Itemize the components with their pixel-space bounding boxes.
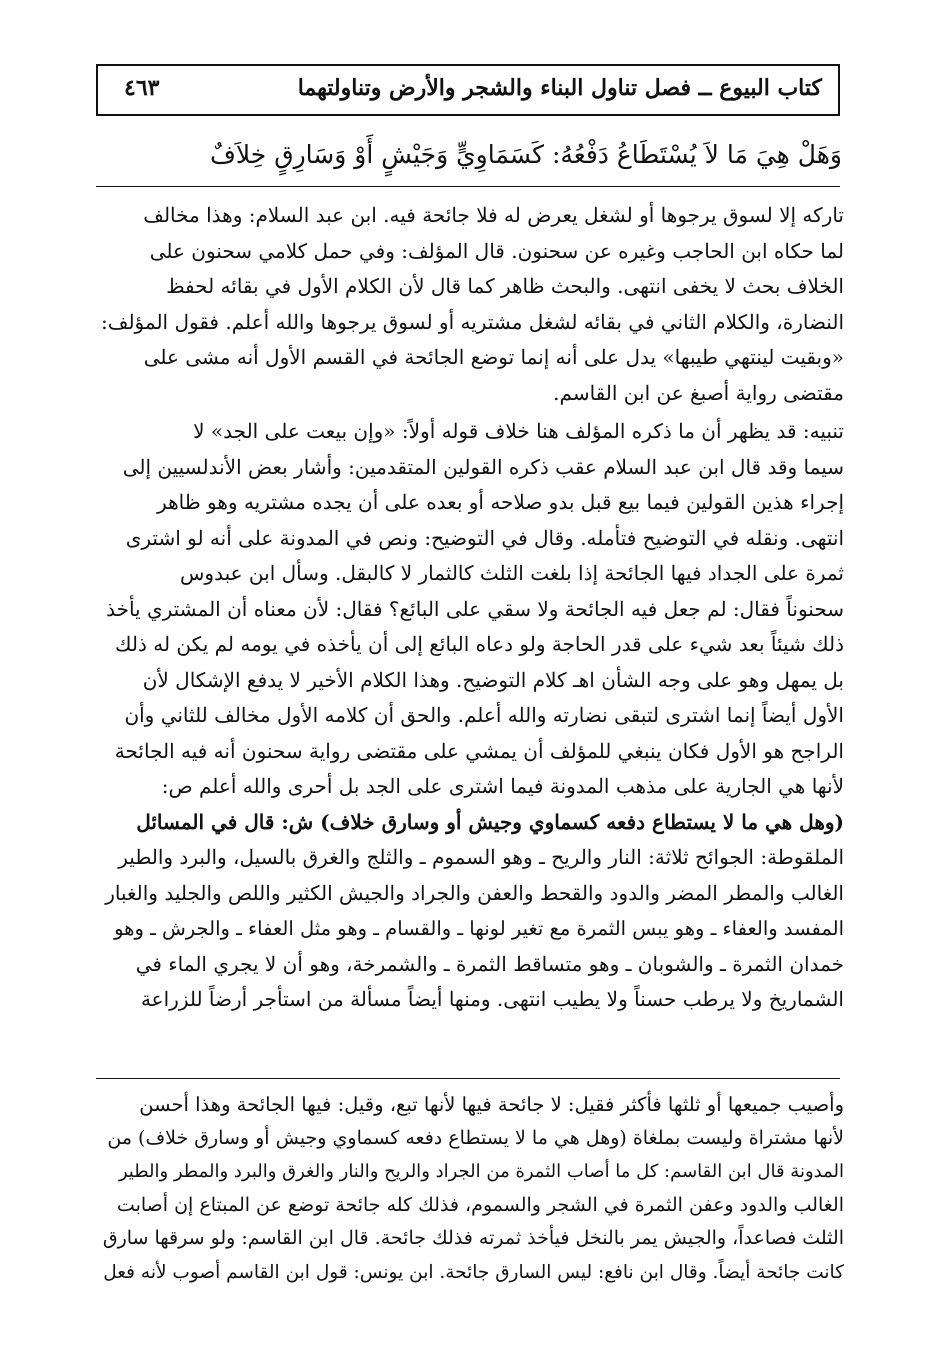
text-line: لما حكاه ابن الحاجب وغيره عن سحنون. قال المؤلف: وفي حمل كلامي سحنون على [149,238,844,263]
footnote-commentary [100,1088,844,1289]
running-header [96,64,840,116]
text-line: تاركه إلا لسوق يرجوها أو لشغل يعرض له فلا جائحة فيه. ابن عبد السلام: وهذا مخالف [143,203,844,227]
footnote-line: لأنها مشتراة وليست بملغاة (وهل هي ما لا يستطاع دفعه كسماوي وجيش أو وسارق خلاف) من [107,1126,844,1149]
footnote-divider [96,1078,840,1079]
text-line: تنبيه: قد يظهر أن ما ذكره المؤلف هنا خلاف قوله أولاً: «وإن بيعت على الجد» لا [193,419,844,443]
text-line: سيما وقد قال ابن عبد السلام عقب ذكره القولين المتقدمين: وأشار بعض الأندلسيين إلى [122,454,844,479]
main-commentary [100,198,844,1018]
text-line: الغالب والمطر المضر والدود والقحط والعفن والجراد والجيش الكثير واللص والجليد والغبار [105,880,844,905]
text-line: بل يمهل وهو على وجه الشأن اهـ كلام التوضيح. وهذا الكلام الأخير لا يدفع الإشكال لأن [142,667,844,692]
footnote-line: المدونة قال ابن القاسم: كل ما أصاب الثمرة من الجراد والريح والنار والغرق والبرد والمطر والطير [118,1161,844,1182]
matn-quote-line: (وهل هي ما لا يستطاع دفعه كسماوي وجيش أو وسارق خلاف) ش: قال في المسائل [136,809,844,834]
text-line: الخلاف بحث لا يخفى انتهى. والبحث ظاهر كما قال لأن الكلام الأول في بقائه لحفظ [166,274,844,298]
text-line: لأنها هي الجارية على مذهب المدونة فيما اشترى على الجد بل أحرى والله أعلم ص: [161,774,844,798]
text-line: الأول أيضاً إنما اشترى لتبقى نضارته والله أعلم. والحق أن كلامه الأول مخالف للثاني وأن [124,703,844,727]
footnote-line: الثلث فصاعداً، والجيش يمر بالنخل فيأخذ ثمرته فذلك جائحة. قال ابن القاسم: ولو سرقها سارق [102,1227,844,1249]
footnote-line: كانت جائحة أيضاً. وقال ابن نافع: ليس السارق جائحة. ابن يونس: قول ابن القاسم أصوب لأنه فعل [103,1261,844,1283]
text-line: النضارة، والكلام الثاني في بقائه لشغل مشتريه أو لسوق يرجوها والله أعلم. فقول المؤلف: [101,309,844,334]
header-title: كتاب البيوع ــ فصل تناول البناء والشجر والأرض وتناولتهما [297,75,822,101]
text-line: خمدان الثمرة ـ والشوبان ـ وهو متساقط الثمرة ـ والشمرخة، وهو أن لا يجري الماء في [135,951,844,976]
footnote-line: وأصيب جميعها أو ثلثها فأكثر فقيل: لا جائحة فيها لأنها تبع، وقيل: فيها الجائحة وهذا أحسن [139,1093,844,1116]
text-line: إجراء هذين القولين فيما بيع قبل بدو صلاحه أو بعده على أن يجده مشتريه وهو ظاهر [157,490,844,514]
page-number: ٤٦٣ [124,75,160,101]
text-line: سحنوناً فقال: لم جعل فيه الجائحة ولا سقي على البائع؟ فقال: لأن معناه أن المشتري يأخذ [106,596,844,621]
text-line: المفسد والعفاء ـ وهو يبس الثمرة مع تغير لونها ـ والقسام ـ وهو مثل العفاء ـ والجرش ـ وهو [114,917,844,940]
text-line: «وبقيت لينتهي طيبها» يدل على أنه إنما توضع الجائحة في القسم الأول أنه مشى على [143,345,844,369]
text-line: مقتضى رواية أصبغ عن ابن القاسم. [553,380,844,405]
text-line: ثمرة على الجداد فيها الجائحة إذا بلغت الثلث كالثمار لا كالبقل. وسأل ابن عبدوس [180,561,844,585]
matn-verse-line: وَهَلْ هِيَ مَا لاَ يُسْتَطَاعُ دَفْعُهُ: كَسَمَاوِيٍّ وَجَيْشٍ أَوْ وَسَارِقٍ خِلاَفٌ [209,140,842,169]
text-line: الشماريخ ولا يرطب حسناً ولا يطيب انتهى. ومنها أيضاً مسألة من استأجر أرضاً للزراعة [140,987,844,1011]
text-line: الملقوطة: الجوائح ثلاثة: النار والريح ـ وهو السموم ـ والثلج والغرق بالسيل، والبرد والطير [118,845,844,869]
text-line: انتهى. ونقله في التوضيح فتأمله. وقال في التوضيح: ونص في المدونة على أنه لو اشترى [125,525,844,550]
text-line: الراجح هو الأول فكان ينبغي للمؤلف أن يمشي على مقتضى رواية سحنون أنه فيه الجائحة [114,738,844,763]
text-line: ذلك شيئاً بعد شيء على قدر الحاجة ولو دعاه البائع إلى أن يأخذه في يومه لم يكن له ذلك [115,632,844,656]
footnote-line: الغالب والدود وعفن الثمرة في الشجر والسموم، فذلك كله جائحة توضع عن المبتاع إن أصابت [116,1193,844,1216]
verse-divider [96,186,840,187]
